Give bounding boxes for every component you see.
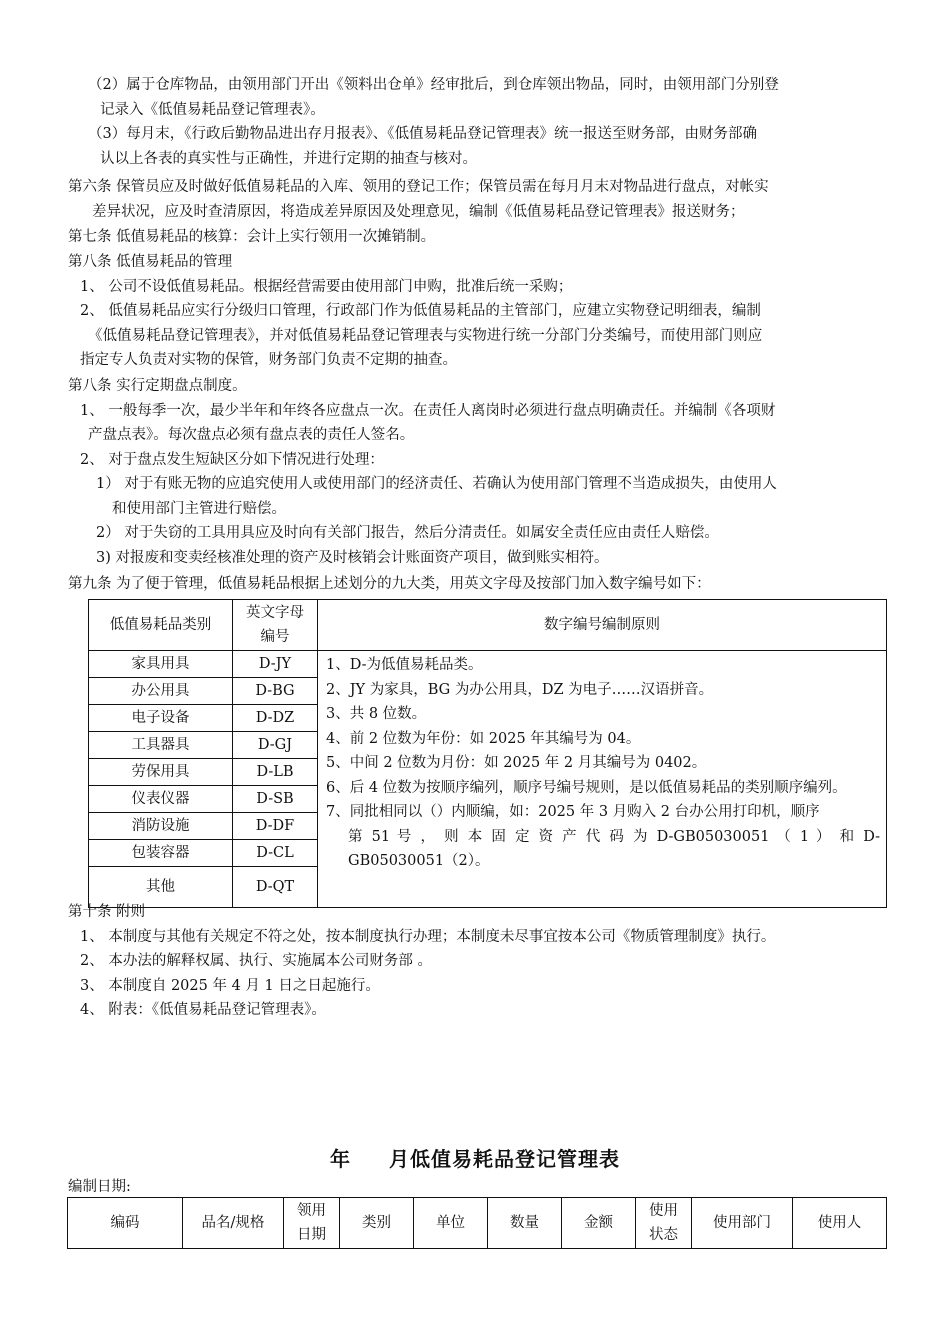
code-cell: D-DZ bbox=[233, 705, 318, 732]
header-name-spec: 品名/规格 bbox=[183, 1198, 284, 1249]
paragraph-line: 记录入《低值易耗品登记管理表》。 bbox=[100, 101, 325, 118]
rule-item: 2、JY 为家具，BG 为办公用具，DZ 为电子……汉语拼音。 bbox=[326, 681, 714, 698]
article-7 bbox=[0, 225, 950, 250]
paragraph-line: 认以上各表的真实性与正确性，并进行定期的抽查与核对。 bbox=[100, 150, 477, 167]
list-item: 3、 本制度自 2025 年 4 月 1 日之日起施行。 bbox=[80, 977, 380, 994]
article-heading: 第十条 附则 bbox=[68, 904, 146, 920]
article-8-inventory bbox=[0, 374, 950, 570]
list-item: 1、 本制度与其他有关规定不符之处，按本制度执行办理；本制度未尽事宜按本公司《物质管理制度》执行。 bbox=[80, 928, 776, 945]
header-code: 编码 bbox=[68, 1198, 183, 1249]
register-table bbox=[67, 1197, 887, 1249]
category-cell: 劳保用具 bbox=[89, 759, 233, 786]
article-heading: 第八条 实行定期盘点制度。 bbox=[68, 378, 247, 394]
rule-line: 第 51 号 ， 则 本 固 定 资 产 代 码 为 D-GB05030051 （ 1 ） 和 D- bbox=[348, 828, 880, 845]
paragraph-line: 《低值易耗品登记管理表》，并对低值易耗品登记管理表与实物进行统一分部门分类编号，而使用部门则应 bbox=[88, 327, 763, 344]
category-cell: 工具器具 bbox=[89, 732, 233, 759]
code-cell: D-SB bbox=[233, 786, 318, 813]
code-cell: D-LB bbox=[233, 759, 318, 786]
code-table bbox=[88, 599, 887, 908]
rules-cell bbox=[318, 651, 887, 908]
list-item: 4、 附表：《低值易耗品登记管理表》。 bbox=[80, 1002, 326, 1018]
list-item: 1、 公司不设低值易耗品。根据经营需要由使用部门申购，批准后统一采购； bbox=[80, 278, 573, 295]
code-cell: D-QT bbox=[233, 867, 318, 908]
header-issue-date bbox=[284, 1198, 340, 1249]
paragraph-line: 差异状况，应及时查清原因，将造成差异原因及处理意见，编制《低值易耗品登记管理表》报送财务； bbox=[92, 203, 745, 220]
article-9 bbox=[0, 572, 950, 597]
category-cell: 电子设备 bbox=[89, 705, 233, 732]
header-line: 状态 bbox=[649, 1227, 678, 1243]
header-line: 使用 bbox=[649, 1203, 678, 1219]
header-rules: 数字编号编制原则 bbox=[318, 600, 887, 651]
list-item: 2、 本办法的解释权属、执行、实施属本公司财务部 。 bbox=[80, 953, 432, 969]
rule-item-7 bbox=[326, 800, 880, 874]
header-code-line: 英文字母 bbox=[246, 605, 304, 621]
header-quantity: 数量 bbox=[488, 1198, 562, 1249]
header-category: 类别 bbox=[340, 1198, 414, 1249]
code-cell: D-GJ bbox=[233, 732, 318, 759]
rule-line: 7、同批相同以（）内顺编，如：2025 年 3 月购入 2 台办公用打印机，顺序 bbox=[326, 804, 820, 820]
paragraph-line: 产盘点表》。每次盘点必须有盘点表的责任人签名。 bbox=[88, 427, 415, 443]
header-line: 日期 bbox=[297, 1227, 326, 1243]
category-cell: 包装容器 bbox=[89, 840, 233, 867]
article-6 bbox=[0, 175, 950, 224]
list-item: 2、 对于盘点发生短缺区分如下情况进行处理： bbox=[80, 451, 384, 468]
code-cell: D-BG bbox=[233, 678, 318, 705]
header-line: 领用 bbox=[297, 1203, 326, 1219]
sub-list-item: 2） 对于失窃的工具用具应及时向有关部门报告，然后分清责任。如属安全责任应由责任人赔偿。 bbox=[96, 525, 719, 541]
paragraph-line: （2）属于仓库物品，由领用部门开出《领料出仓单》经审批后，到仓库领出物品，同时，由领用部门分别登 bbox=[88, 77, 779, 93]
code-cell: D-DF bbox=[233, 813, 318, 840]
category-cell: 仪表仪器 bbox=[89, 786, 233, 813]
category-cell: 家具用具 bbox=[89, 651, 233, 678]
rule-item: 5、中间 2 位数为月份：如 2025 年 2 月其编号为 0402。 bbox=[326, 755, 707, 771]
register-title bbox=[0, 1147, 950, 1172]
register-title-text: 月低值易耗品登记管理表 bbox=[389, 1147, 620, 1171]
header-category: 低值易耗品类别 bbox=[89, 600, 233, 651]
rule-item: 4、前 2 位数为年份：如 2025 年其编号为 04。 bbox=[326, 730, 641, 747]
register-title-year: 年 bbox=[330, 1147, 351, 1171]
rule-line: GB05030051（2）。 bbox=[348, 853, 490, 869]
storage-items-section bbox=[0, 73, 950, 171]
category-cell: 消防设施 bbox=[89, 813, 233, 840]
header-usage-status bbox=[636, 1198, 692, 1249]
article-heading: 第七条 低值易耗品的核算：会计上实行领用一次摊销制。 bbox=[68, 229, 436, 245]
header-user: 使用人 bbox=[793, 1198, 887, 1249]
list-item: 1、 一般每季一次，最少半年和年终各应盘点一次。在责任人离岗时必须进行盘点明确责任。并编制《各项财 bbox=[80, 402, 776, 419]
code-cell: D-CL bbox=[233, 840, 318, 867]
rule-item: 1、D-为低值易耗品类。 bbox=[326, 657, 483, 673]
header-department: 使用部门 bbox=[692, 1198, 793, 1249]
header-code-line: 编号 bbox=[260, 629, 290, 645]
article-heading: 第八条 低值易耗品的管理 bbox=[68, 254, 233, 270]
compile-date-label: 编制日期: bbox=[68, 1179, 131, 1195]
paragraph-line: 指定专人负责对实物的保管，财务部门负责不定期的抽查。 bbox=[80, 352, 457, 368]
article-8-management bbox=[0, 250, 950, 373]
article-10 bbox=[0, 900, 950, 1023]
sub-list-item: 3) 对报废和变卖经核准处理的资产及时核销会计账面资产项目，做到账实相符。 bbox=[96, 549, 609, 566]
sub-list-item: 1） 对于有账无物的应追究使用人或使用部门的经济责任、若确认为使用部门管理不当造成损失，由使用人 bbox=[96, 476, 777, 492]
table-row bbox=[89, 651, 887, 678]
rule-item: 3、共 8 位数。 bbox=[326, 706, 427, 722]
paragraph-line: 和使用部门主管进行赔偿。 bbox=[112, 500, 286, 517]
table-header-row bbox=[89, 600, 887, 651]
code-cell: D-JY bbox=[233, 651, 318, 678]
header-unit: 单位 bbox=[414, 1198, 488, 1249]
rule-item: 6、后 4 位数为按顺序编列，顺序号编号规则，是以低值易耗品的类别顺序编列。 bbox=[326, 779, 847, 796]
category-cell: 办公用具 bbox=[89, 678, 233, 705]
article-heading: 第九条 为了便于管理，低值易耗品根据上述划分的九大类，用英文字母及按部门加入数字编号如下： bbox=[68, 576, 711, 592]
header-amount: 金额 bbox=[562, 1198, 636, 1249]
category-cell: 其他 bbox=[89, 867, 233, 908]
article-heading: 第六条 保管员应及时做好低值易耗品的入库、领用的登记工作；保管员需在每月月末对物品进行盘点，对帐实 bbox=[68, 179, 769, 195]
register-header-row bbox=[68, 1198, 887, 1249]
list-item: 2、 低值易耗品应实行分级归口管理，行政部门作为低值易耗品的主管部门，应建立实物登记明细表，编制 bbox=[80, 303, 761, 319]
header-code bbox=[233, 600, 318, 651]
paragraph-line: （3）每月末，《行政后勤物品进出存月报表》、《低值易耗品登记管理表》统一报送至财务部，由财务部确 bbox=[88, 126, 757, 142]
